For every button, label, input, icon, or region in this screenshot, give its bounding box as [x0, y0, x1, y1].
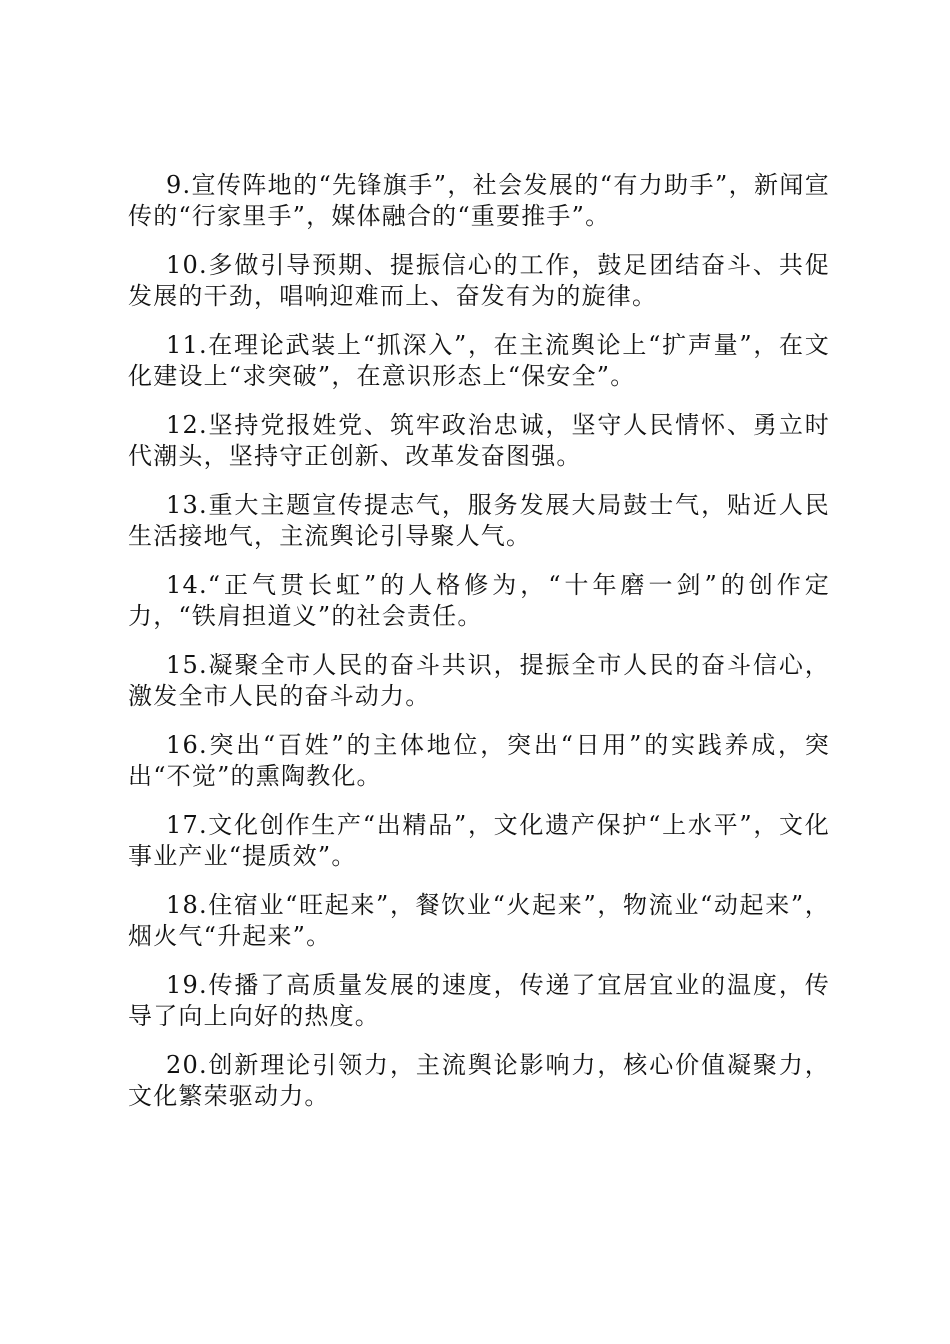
list-item: 17.文化创作生产“出精品”，文化遗产保护“上水平”，文化事业产业“提质效”。	[128, 811, 830, 870]
list-item: 16.突出“百姓”的主体地位，突出“日用”的实践养成，突出“不觉”的熏陶教化。	[128, 731, 830, 790]
list-item: 19.传播了高质量发展的速度，传递了宜居宜业的温度，传导了向上向好的热度。	[128, 971, 830, 1030]
document-body	[128, 170, 830, 1130]
list-item: 12.坚持党报姓党、筑牢政治忠诚，坚守人民情怀、勇立时代潮头，坚持守正创新、改革发奋图强。	[128, 411, 830, 470]
list-item: 9.宣传阵地的“先锋旗手”，社会发展的“有力助手”，新闻宣传的“行家里手”，媒体融合的“重要推手”。	[128, 171, 830, 230]
list-item: 11.在理论武装上“抓深入”，在主流舆论上“扩声量”，在文化建设上“求突破”，在意识形态上“保安全”。	[128, 331, 830, 390]
list-item: 20.创新理论引领力，主流舆论影响力，核心价值凝聚力，文化繁荣驱动力。	[128, 1051, 830, 1110]
list-item: 14.“正气贯长虹”的人格修为，“十年磨一剑”的创作定力，“铁肩担道义”的社会责任。	[128, 571, 830, 630]
list-item: 13.重大主题宣传提志气，服务发展大局鼓士气，贴近人民生活接地气，主流舆论引导聚人气。	[128, 491, 830, 550]
list-item: 10.多做引导预期、提振信心的工作，鼓足团结奋斗、共促发展的干劲，唱响迎难而上、奋发有为的旋律。	[128, 251, 830, 310]
list-item: 18.住宿业“旺起来”，餐饮业“火起来”，物流业“动起来”，烟火气“升起来”。	[128, 891, 830, 950]
list-item: 15.凝聚全市人民的奋斗共识，提振全市人民的奋斗信心，激发全市人民的奋斗动力。	[128, 651, 830, 710]
